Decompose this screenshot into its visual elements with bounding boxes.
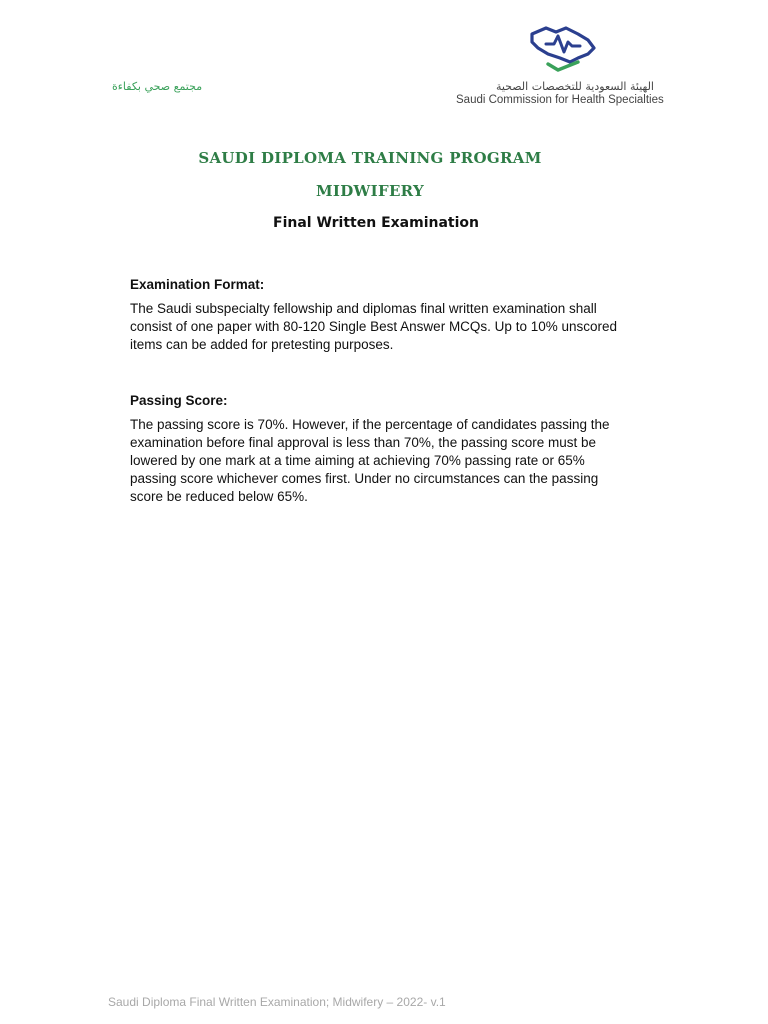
- examination-format-heading: Examination Format:: [130, 277, 265, 292]
- page-footer: Saudi Diploma Final Written Examination; Midwifery – 2022- v.1: [108, 995, 446, 1009]
- specialty-title: MIDWIFERY: [316, 182, 424, 200]
- exam-title: Final Written Examination: [273, 215, 479, 231]
- organization-logo: [452, 24, 678, 108]
- program-title: SAUDI DIPLOMA TRAINING PROGRAM: [198, 149, 542, 167]
- examination-format-body: The Saudi subspecialty fellowship and diplomas final written examination shall consist of one paper with 80-120 Single Best Answer MCQs. Up to 10% unscored items can be added for pretesting purposes.: [130, 301, 618, 352]
- scfhs-logo-icon: [526, 24, 600, 76]
- passing-score-body: The passing score is 70%. However, if the percentage of candidates passing the examination before final approval is less than 70%, the passing score must be lowered by one mark at a time aiming at achieving 70% passing rate or 65% passing score whichever comes first. Under no circumstances can the passing score be reduced below 65%.: [130, 417, 610, 504]
- passing-score-section: [130, 392, 626, 506]
- organization-name-english: Saudi Commission for Health Specialties: [456, 94, 664, 106]
- passing-score-heading: Passing Score:: [130, 393, 228, 408]
- organization-name-arabic: الهيئة السعودية للتخصصات الصحية: [495, 80, 654, 93]
- examination-format-section: [130, 276, 626, 354]
- header-tagline: مجتمع صحي بكفاءة: [112, 80, 203, 93]
